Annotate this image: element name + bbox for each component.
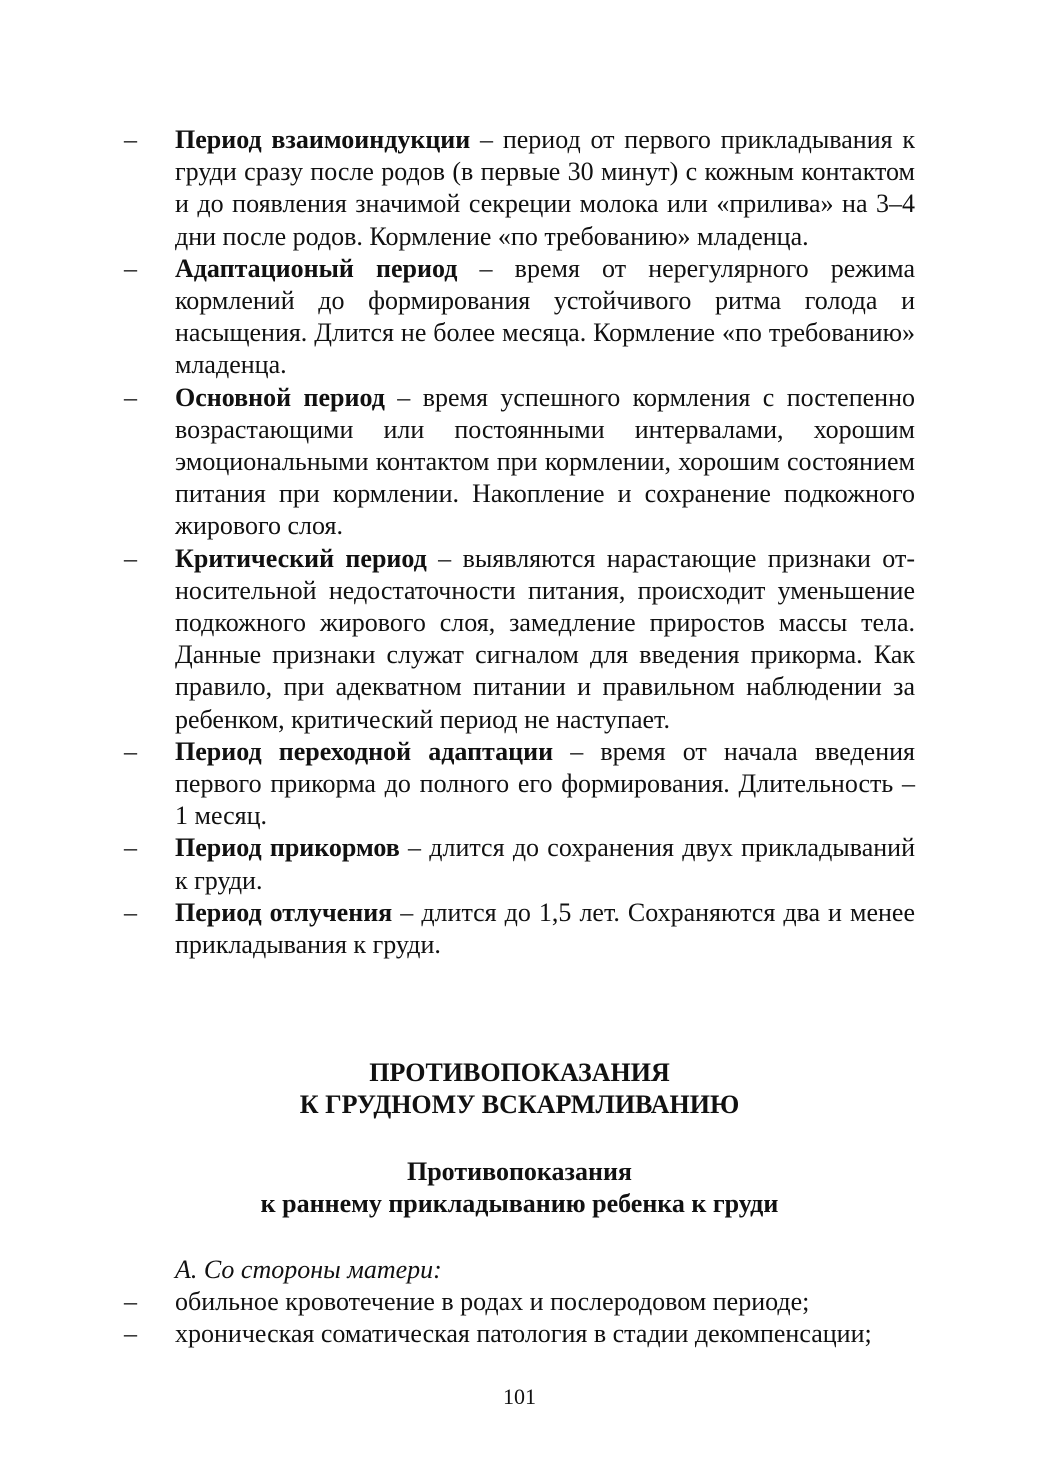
period-term: Период прикормов: [175, 833, 400, 863]
subsection-heading: [0, 1156, 1039, 1220]
period-description: – время от начала введения первого прикорма до полного его формирования. Длительность – 1 месяц.: [175, 736, 915, 831]
list-dash: –: [124, 382, 137, 412]
list-dash: –: [124, 125, 137, 154]
subsection-heading-line-2: к раннему прикладыванию ребенка к груди: [260, 1189, 779, 1218]
list-item-text: [175, 124, 915, 253]
period-term: Период переходной адаптации: [175, 736, 554, 766]
list-dash: –: [124, 736, 137, 766]
section-heading-line-2: К ГРУДНОМУ ВСКАРМЛИВАНИЮ: [299, 1090, 740, 1119]
list-item-text: [175, 736, 915, 833]
list-dash: –: [124, 897, 137, 927]
list-item: [120, 124, 915, 253]
section-heading-line-1: ПРОТИВОПОКАЗАНИЯ: [369, 1058, 670, 1087]
list-item-text: [175, 897, 915, 961]
period-term: Период взаимоиндукции: [175, 125, 471, 154]
contraindication-text: хроническая соматическая патология в стадии декомпенсации;: [175, 1319, 872, 1348]
period-description: – длится до 1,5 лет. Сохраняются два и менее прикладывания к груди.: [175, 897, 915, 960]
list-item-text: [175, 832, 915, 896]
period-description: – время от нерегулярного режима кормлений до формирования устойчивого ритма голода и насыщения. Длится не более месяца. Кормление «по требованию» младенца.: [175, 253, 915, 380]
period-term: Адаптационый период: [175, 253, 458, 283]
list-dash: –: [124, 833, 137, 863]
subsection-heading-line-1: Противопоказания: [407, 1157, 632, 1186]
list-item: [120, 382, 915, 543]
list-item: [120, 253, 915, 382]
list-item-text: [175, 382, 915, 543]
list-dash: –: [124, 253, 137, 283]
list-dash: –: [124, 543, 137, 573]
list-item: [120, 832, 915, 896]
subgroup-label: А. Со стороны матери:: [175, 1255, 442, 1284]
period-description: – выявляются нарастающие признаки относительной недостаточности питания, происходит уменьшение подкожного жирового слоя, замедление приростов массы тела. Данные признаки служат сигналом для введения прикорма. Как правило, при адекватном питании и правильном наблюдении за ребенком, критический период не наступает.: [175, 543, 915, 734]
period-term: Основной период: [175, 382, 385, 412]
period-description: – время успешного кормления с постепенно возрастающими или постоянными интервалами, хорошим эмоциональными контактом при кормлении, хорошим состоянием питания при кормлении. Накопление и сохранение подкожного жирового слоя.: [175, 382, 915, 541]
section-heading: [0, 1057, 1039, 1121]
contraindications-list: [120, 1254, 915, 1350]
page-number: 101: [503, 1384, 536, 1409]
list-item: [120, 1286, 915, 1318]
period-term: Период отлучения: [175, 897, 393, 927]
list-item: [120, 736, 915, 833]
list-dash: –: [124, 1287, 137, 1316]
contraindication-text: обильное кровотечение в родах и послеродовом периоде;: [175, 1287, 810, 1316]
list-item-text: [175, 543, 915, 736]
list-item-text: [175, 253, 915, 382]
list-item: [120, 543, 915, 736]
list-dash: –: [124, 1319, 137, 1348]
list-item: [120, 1318, 915, 1350]
list-item: [120, 897, 915, 961]
period-description: – период от первого прикладывания к груди сразу после родов (в первые 30 минут) с кожным контактом и до появления значимой секреции молока или «прилива» на 3–4 дни после родов. Кормление «по требованию» младенца.: [175, 125, 915, 251]
periods-list: [120, 124, 915, 961]
period-term: Критический период: [175, 543, 427, 573]
period-description: – длится до сохранения двух прикладываний к груди.: [175, 833, 915, 895]
